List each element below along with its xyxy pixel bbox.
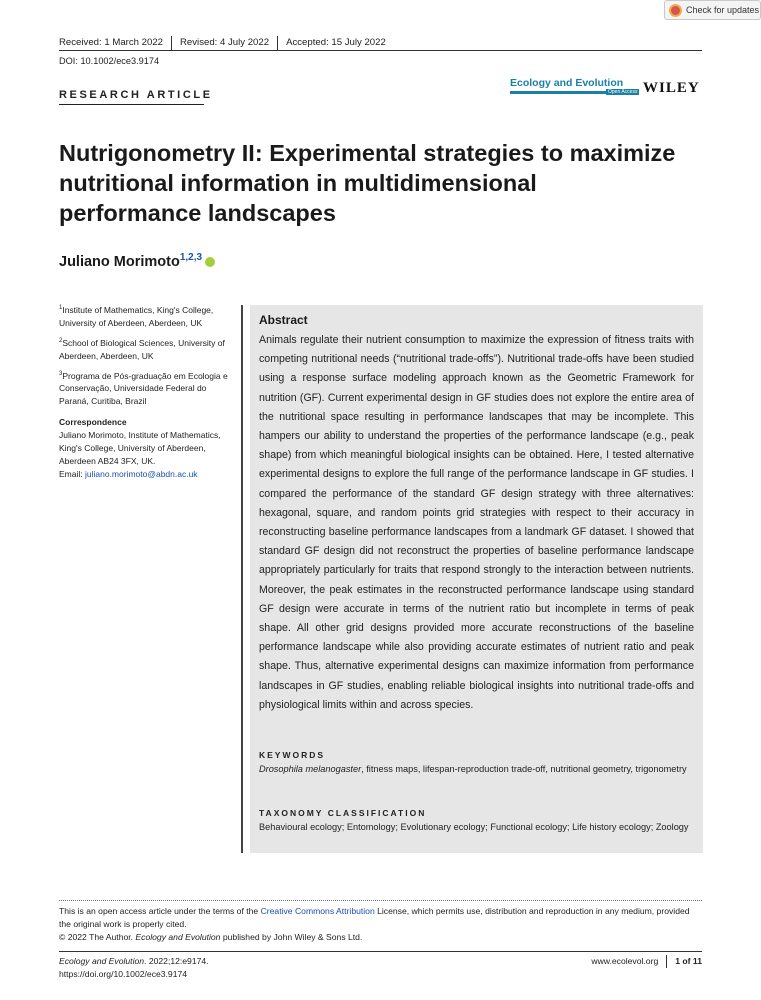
abstract-heading: Abstract [259, 313, 308, 327]
affiliation-text: Programa de Pós-graduação em Ecologia e Conservação, Universidade Federal do Paraná, Curitiba, Brazil [59, 370, 228, 407]
cc-license-link[interactable]: Creative Commons Attribution [260, 906, 375, 916]
keywords-text [259, 762, 694, 776]
correspondence-text: Juliano Morimoto, Institute of Mathematics, King's College, University of Aberdeen, Aberdeen AB24 3FX, UK. [59, 430, 221, 467]
taxonomy-text: Behavioural ecology; Entomology; Evolutionary ecology; Functional ecology; Life history ecology; Zoology [259, 822, 689, 832]
doi: DOI: 10.1002/ece3.9174 [59, 56, 160, 66]
citation [59, 955, 209, 981]
license-text: This is an open access article under the terms of the [59, 906, 261, 916]
header-divider [59, 50, 702, 51]
revised-date: Revised: 4 July 2022 [172, 36, 278, 50]
open-access-badge: Open Access [608, 89, 638, 95]
author [59, 252, 215, 270]
footnote-divider [59, 900, 702, 901]
section-underline [59, 104, 204, 105]
page-number: 1 of 11 [675, 956, 702, 966]
check-for-updates-label: Check for updates [686, 5, 760, 15]
taxonomy-heading: TAXONOMY CLASSIFICATION [259, 808, 427, 818]
citation-journal: Ecology and Evolution [59, 956, 145, 966]
affiliation-2 [59, 335, 235, 363]
license-notice [59, 905, 702, 944]
affiliation-mark: 2 [59, 337, 63, 344]
article-dates [59, 36, 394, 50]
abstract-text: Animals regulate their nutrient consumption to maximize the expression of fitness traits with competing nutritional needs (“nutritional trade-offs”). Nutritional trade-offs have been studied using a response surface modeling approach known as the Geometric Framework for nutrition (GF). Current experimental design in GF studies does not explore the entire area of the nutritional space resulting in performance landscapes that may be incomplete. This hampers our ability to understand the properties of the performance landscape (e.g., peak shape) from which meaningful biological insights can be obtained. Here, I tested alternative experimental designs to explore the full range of the performance landscape in GF studies. I compared the performance of the standard GF design strategy with three alternatives: hexagonal, square, and random points grid strategies with respect to their accuracy in reconstructing baseline performance landscapes from a landmark GF dataset. I showed that standard GF design did not reconstruct the properties of baseline performance landscape appropriately particularly for traits that respond strongly to the interaction between nutrients. Moreover, the peak estimates in the reconstructed performance landscape using standard GF design were accurate in terms of the nutrient ratio but incomplete in terms of peak shape. All other grid designs provided more accurate reconstructions of the baseline performance landscape while also providing accurate estimates of nutrient ratio and peak shape. Thus, alternative experimental designs can maximize information from performance landscapes in GF studies, enabling reliable biological insights into nutritional trade-offs and physiological limits within and across species. [259, 334, 694, 711]
article-title: Nutrigonometry II: Experimental strategies to maximize nutritional information in multidimensional performance landscapes [59, 140, 676, 226]
author-name: Juliano Morimoto [59, 253, 180, 270]
received-date: Received: 1 March 2022 [59, 36, 172, 50]
section-label: RESEARCH ARTICLE [59, 89, 213, 101]
license-text-end: License, which permits use, distribution and reproduction in any medium, provided the original work is properly cited. [59, 906, 690, 929]
copyright-text: © 2022 The Author. [59, 932, 136, 942]
accepted-date: Accepted: 15 July 2022 [286, 37, 386, 48]
footer-divider [59, 951, 702, 952]
email-label: Email: [59, 469, 85, 480]
affiliation-text: Institute of Mathematics, King's College, University of Aberdeen, Aberdeen, UK [59, 304, 214, 328]
citation-volume: . 2022;12:e9174. [144, 956, 209, 966]
copyright-journal: Ecology and Evolution [135, 932, 221, 942]
keyword-species: Drosophila melanogaster [259, 764, 362, 774]
affiliation-mark: 1 [59, 305, 63, 311]
email-link[interactable]: juliano.morimoto@abdn.ac.uk [84, 469, 198, 480]
journal-logo: Ecology and Evolution [510, 77, 624, 89]
citation-url[interactable]: https://doi.org/10.1002/ece3.9174 [59, 969, 188, 979]
affiliation-text: School of Biological Sciences, University of Aberdeen, Aberdeen, UK [59, 337, 225, 361]
abstract-side-rule [241, 305, 243, 853]
keywords-rest: , fitness maps, lifespan-reproduction trade-off, nutritional geometry, trigonometry [361, 764, 687, 774]
affiliations [59, 302, 235, 481]
footer-right [583, 955, 702, 968]
journal-site-link[interactable]: www.ecolevol.org [583, 955, 667, 968]
publisher-logo: WILEY [643, 80, 700, 96]
keywords-heading: KEYWORDS [259, 750, 326, 760]
check-for-updates-button[interactable] [664, 0, 761, 20]
author-affil-marks[interactable]: 1,2,3 [179, 252, 203, 263]
affiliation-mark: 3 [59, 370, 63, 377]
affiliation-1 [59, 302, 235, 330]
orcid-icon[interactable] [205, 257, 215, 267]
crossmark-icon [669, 4, 682, 17]
correspondence-heading: Correspondence [59, 417, 127, 428]
copyright-publisher: published by John Wiley & Sons Ltd. [220, 932, 363, 942]
affiliation-3 [59, 368, 235, 409]
correspondence-email [59, 468, 235, 481]
